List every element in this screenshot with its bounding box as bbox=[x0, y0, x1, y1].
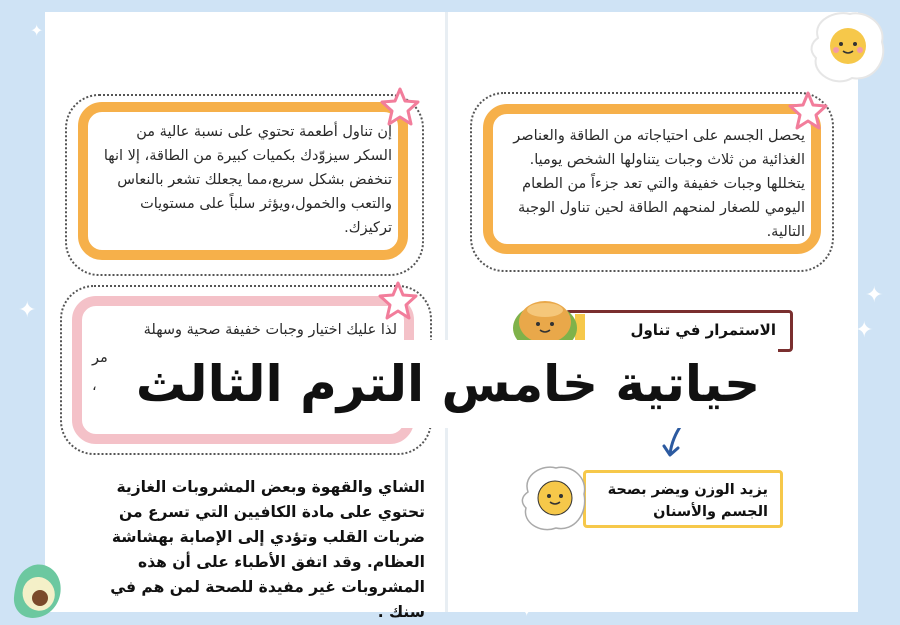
left-bottom-text: الشاي والقهوة وبعض المشروبات الغازية تحتوي على مادة الكافيين التي تسرع من ضربات القلب وتؤدي إلى الإصابة بهشاشة العظام. وقد اتفق الأطباء على أن هذه المشروبات غير مفيدة للصحة لمن هم في سنك . bbox=[110, 478, 425, 621]
star-icon bbox=[380, 86, 420, 126]
egg-icon bbox=[806, 8, 888, 90]
tag-weight-text: يزيد الوزن ويضر بصحة الجسم والأسنان bbox=[607, 482, 768, 520]
sparkle-icon: ✦ bbox=[18, 298, 37, 323]
left-box1-text: إن تناول أطعمة تحتوي على نسبة عالية من السكر سيزوّدك بكميات كبيرة من الطاقة، إلا انها تنخفض بشكل سريع،مما يجعلك تشعر بالنعاس والتعب والخمول،ويؤثر سلباً على مستويات تركيزك. bbox=[103, 124, 392, 236]
star-icon bbox=[788, 90, 828, 130]
sparkle-icon: ✦ bbox=[865, 283, 884, 308]
avocado-icon bbox=[6, 560, 76, 624]
right-box1-text: يحصل الجسم على احتياجاته من الطاقة والعناصر الغذائية من ثلاث وجبات يتناولها الشخص يوميا. يتخللها وجبات خفيفة والتي تعد جزءاً من الطعام اليومي للصغار لمنحهم الطاقة لحين تناول الوجبة التالية. bbox=[513, 128, 805, 240]
star-icon bbox=[378, 280, 418, 320]
left-box2-line3: ، bbox=[92, 378, 97, 394]
egg-icon bbox=[518, 462, 590, 534]
left-box2-line2: مر bbox=[92, 350, 108, 366]
sparkle-icon: ✦ bbox=[325, 9, 339, 28]
tag-weight bbox=[583, 470, 783, 528]
sparkle-icon: ✦ bbox=[30, 21, 44, 40]
tag-continue-text: الاستمرار في تناول bbox=[630, 321, 776, 339]
overlay-title: حياتية خامس الترم الثالث bbox=[135, 355, 761, 413]
left-box2-line1: لذا عليك اختيار وجبات خفيفة صحية وسهلة bbox=[143, 322, 397, 338]
sparkle-icon: ✦ bbox=[520, 601, 534, 620]
page-fold bbox=[445, 12, 448, 612]
sparkle-icon: ✦ bbox=[855, 318, 874, 343]
